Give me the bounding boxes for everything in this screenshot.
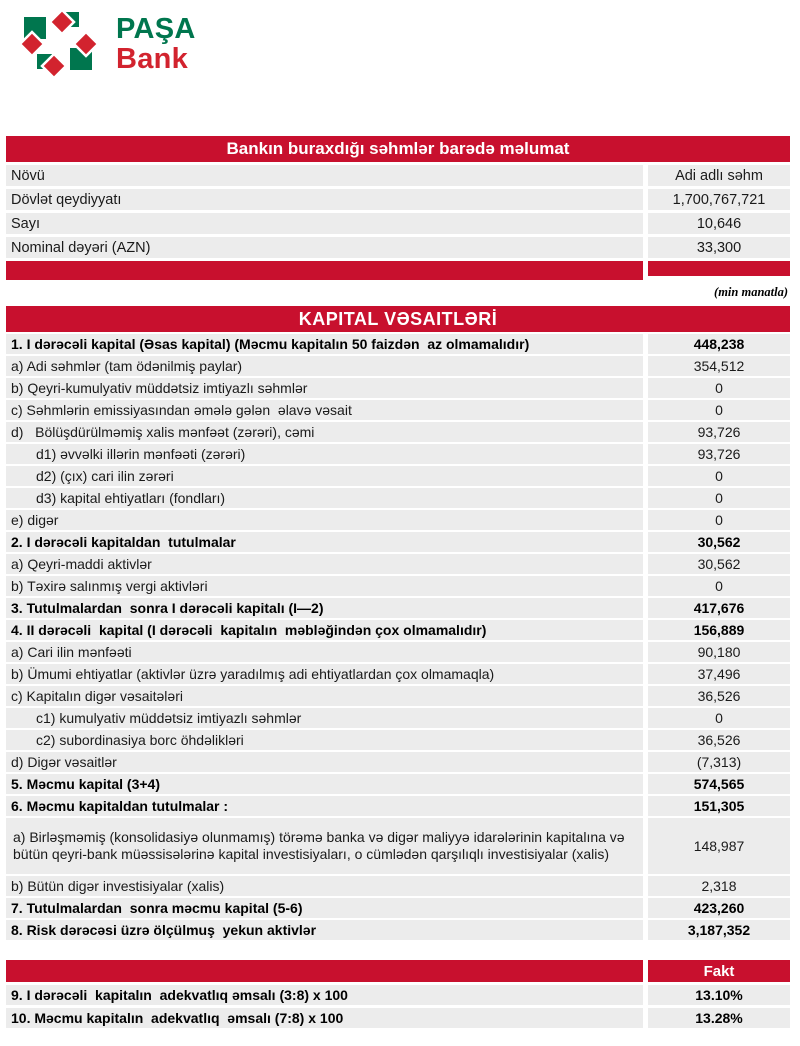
row-value: 30,562 — [648, 554, 790, 574]
row-value: 36,526 — [648, 730, 790, 750]
row-label: d1) əvvəlki illərin mənfəəti (zərəri) — [6, 444, 643, 464]
row-label: d2) (çıx) cari ilin zərəri — [6, 466, 643, 486]
table-row — [6, 444, 790, 464]
row-label: 3. Tutulmalardan sonra I dərəcəli kapitalı (I—2) — [6, 598, 643, 618]
row-label: c) Səhmlərin emissiyasından əmələ gələn əlavə vəsait — [6, 400, 643, 420]
capital-table — [6, 306, 790, 942]
row-label: Sayı — [6, 213, 643, 234]
row-label: e) digər — [6, 510, 643, 530]
table-row — [6, 510, 790, 530]
row-label: a) Adi səhmlər (tam ödənilmiş paylar) — [6, 356, 643, 376]
row-label: c2) subordinasiya borc öhdəlikləri — [6, 730, 643, 750]
row-label: 2. I dərəcəli kapitaldan tutulmalar — [6, 532, 643, 552]
table-row — [6, 189, 790, 210]
row-label: 6. Məcmu kapitaldan tutulmalar : — [6, 796, 643, 816]
row-value: 417,676 — [648, 598, 790, 618]
row-label: b) Qeyri-kumulyativ müddətsiz imtiyazlı səhmlər — [6, 378, 643, 398]
table-row — [6, 620, 790, 640]
row-value: 151,305 — [648, 796, 790, 816]
row-value: 574,565 — [648, 774, 790, 794]
adequacy-table — [6, 960, 790, 1031]
row-value: 1,700,767,721 — [648, 189, 790, 210]
table-row — [6, 642, 790, 662]
row-value: 148,987 — [648, 818, 790, 874]
row-value: 3,187,352 — [648, 920, 790, 940]
row-value: 10,646 — [648, 213, 790, 234]
bank-logo — [24, 10, 196, 78]
row-label: Dövlət qeydiyyatı — [6, 189, 643, 210]
capital-table-title: KAPITAL VƏSAITLƏRİ — [6, 306, 790, 332]
row-label: 10. Məcmu kapitalın adekvatlıq əmsalı (7:8) x 100 — [6, 1008, 643, 1028]
row-value: 423,260 — [648, 898, 790, 918]
table-row — [6, 774, 790, 794]
shares-table-body — [6, 165, 790, 258]
table-row — [6, 488, 790, 508]
capital-table-body — [6, 334, 790, 940]
row-label: Növü — [6, 165, 643, 186]
table-row — [6, 876, 790, 896]
table-row — [6, 796, 790, 816]
row-value: 93,726 — [648, 422, 790, 442]
row-value: (7,313) — [648, 752, 790, 772]
table-row — [6, 686, 790, 706]
row-value: 0 — [648, 510, 790, 530]
row-value: 13.28% — [648, 1008, 790, 1028]
row-value: 93,726 — [648, 444, 790, 464]
bank-wordmark — [116, 10, 196, 74]
bank-name-bottom: Bank — [116, 43, 189, 75]
table-row — [6, 554, 790, 574]
row-value: 33,300 — [648, 237, 790, 258]
table-row — [6, 400, 790, 420]
row-label: a) Cari ilin mənfəəti — [6, 642, 643, 662]
table-row — [6, 422, 790, 442]
pasha-bank-logo-icon — [24, 10, 100, 78]
row-value: 2,318 — [648, 876, 790, 896]
row-value: 0 — [648, 708, 790, 728]
row-label: a) Qeyri-maddi aktivlər — [6, 554, 643, 574]
table-row — [6, 237, 790, 258]
row-value: 448,238 — [648, 334, 790, 354]
shares-table-footer-bar — [6, 261, 790, 280]
table-row — [6, 898, 790, 918]
adequacy-header-left — [6, 960, 643, 982]
row-value: 0 — [648, 488, 790, 508]
row-label: 5. Məcmu kapital (3+4) — [6, 774, 643, 794]
table-row — [6, 165, 790, 186]
table-row — [6, 752, 790, 772]
table-row — [6, 708, 790, 728]
adequacy-header-fakt: Fakt — [648, 960, 790, 982]
row-label: 8. Risk dərəcəsi üzrə ölçülmuş yekun aktivlər — [6, 920, 643, 940]
unit-note: (min manatla) — [714, 285, 788, 299]
row-label: c1) kumulyativ müddətsiz imtiyazlı səhmlər — [6, 708, 643, 728]
adequacy-table-body — [6, 985, 790, 1028]
table-row — [6, 576, 790, 596]
table-row — [6, 730, 790, 750]
adequacy-header-bar — [6, 960, 790, 982]
row-label: d) Digər vəsaitlər — [6, 752, 643, 772]
row-label: b) Təxirə salınmış vergi aktivləri — [6, 576, 643, 596]
shares-table-title: Bankın buraxdığı səhmlər barədə məlumat — [6, 136, 790, 162]
row-value: 0 — [648, 576, 790, 596]
row-value: 13.10% — [648, 985, 790, 1005]
row-label: a) Birləşməmiş (konsolidasiyə olunmamış) törəmə banka və digər maliyyə idarələrinin kapitalına və bütün qeyri-bank müəssisələrinə kapital investisiyaları, o cümlədən qarşılıqlı investisiyalar (xalis) — [6, 818, 643, 874]
shares-table — [6, 136, 790, 280]
row-label: b) Ümumi ehtiyatlar (aktivlər üzrə yaradılmış adi ehtiyatlardan çox olmamaqla) — [6, 664, 643, 684]
row-value: 0 — [648, 466, 790, 486]
table-row — [6, 378, 790, 398]
row-value: 0 — [648, 378, 790, 398]
table-row — [6, 664, 790, 684]
table-row — [6, 356, 790, 376]
row-value: 37,496 — [648, 664, 790, 684]
row-label: 9. I dərəcəli kapitalın adekvatlıq əmsalı (3:8) x 100 — [6, 985, 643, 1005]
row-label: 1. I dərəcəli kapital (Əsas kapital) (Məcmu kapitalın 50 faizdən az olmamalıdır) — [6, 334, 643, 354]
row-value: 30,562 — [648, 532, 790, 552]
footer-bar-left — [6, 261, 643, 280]
row-label: 4. II dərəcəli kapital (I dərəcəli kapitalın məbləğindən çox olmamalıdır) — [6, 620, 643, 640]
table-row — [6, 334, 790, 354]
bank-name-top: PAŞA — [116, 13, 196, 45]
row-value: 36,526 — [648, 686, 790, 706]
footer-bar-right — [648, 261, 790, 276]
row-label: d3) kapital ehtiyatları (fondları) — [6, 488, 643, 508]
table-row — [6, 598, 790, 618]
table-row — [6, 818, 790, 874]
table-row — [6, 1008, 790, 1028]
table-row — [6, 466, 790, 486]
row-value: 90,180 — [648, 642, 790, 662]
row-value: 354,512 — [648, 356, 790, 376]
row-value: Adi adlı səhm — [648, 165, 790, 186]
table-row — [6, 532, 790, 552]
table-row — [6, 985, 790, 1005]
row-value: 0 — [648, 400, 790, 420]
row-label: Nominal dəyəri (AZN) — [6, 237, 643, 258]
row-value: 156,889 — [648, 620, 790, 640]
row-label: b) Bütün digər investisiyalar (xalis) — [6, 876, 643, 896]
table-row — [6, 920, 790, 940]
row-label: d) Bölüşdürülməmiş xalis mənfəət (zərəri), cəmi — [6, 422, 643, 442]
row-label: 7. Tutulmalardan sonra məcmu kapital (5-6) — [6, 898, 643, 918]
row-label: c) Kapitalın digər vəsaitələri — [6, 686, 643, 706]
table-row — [6, 213, 790, 234]
